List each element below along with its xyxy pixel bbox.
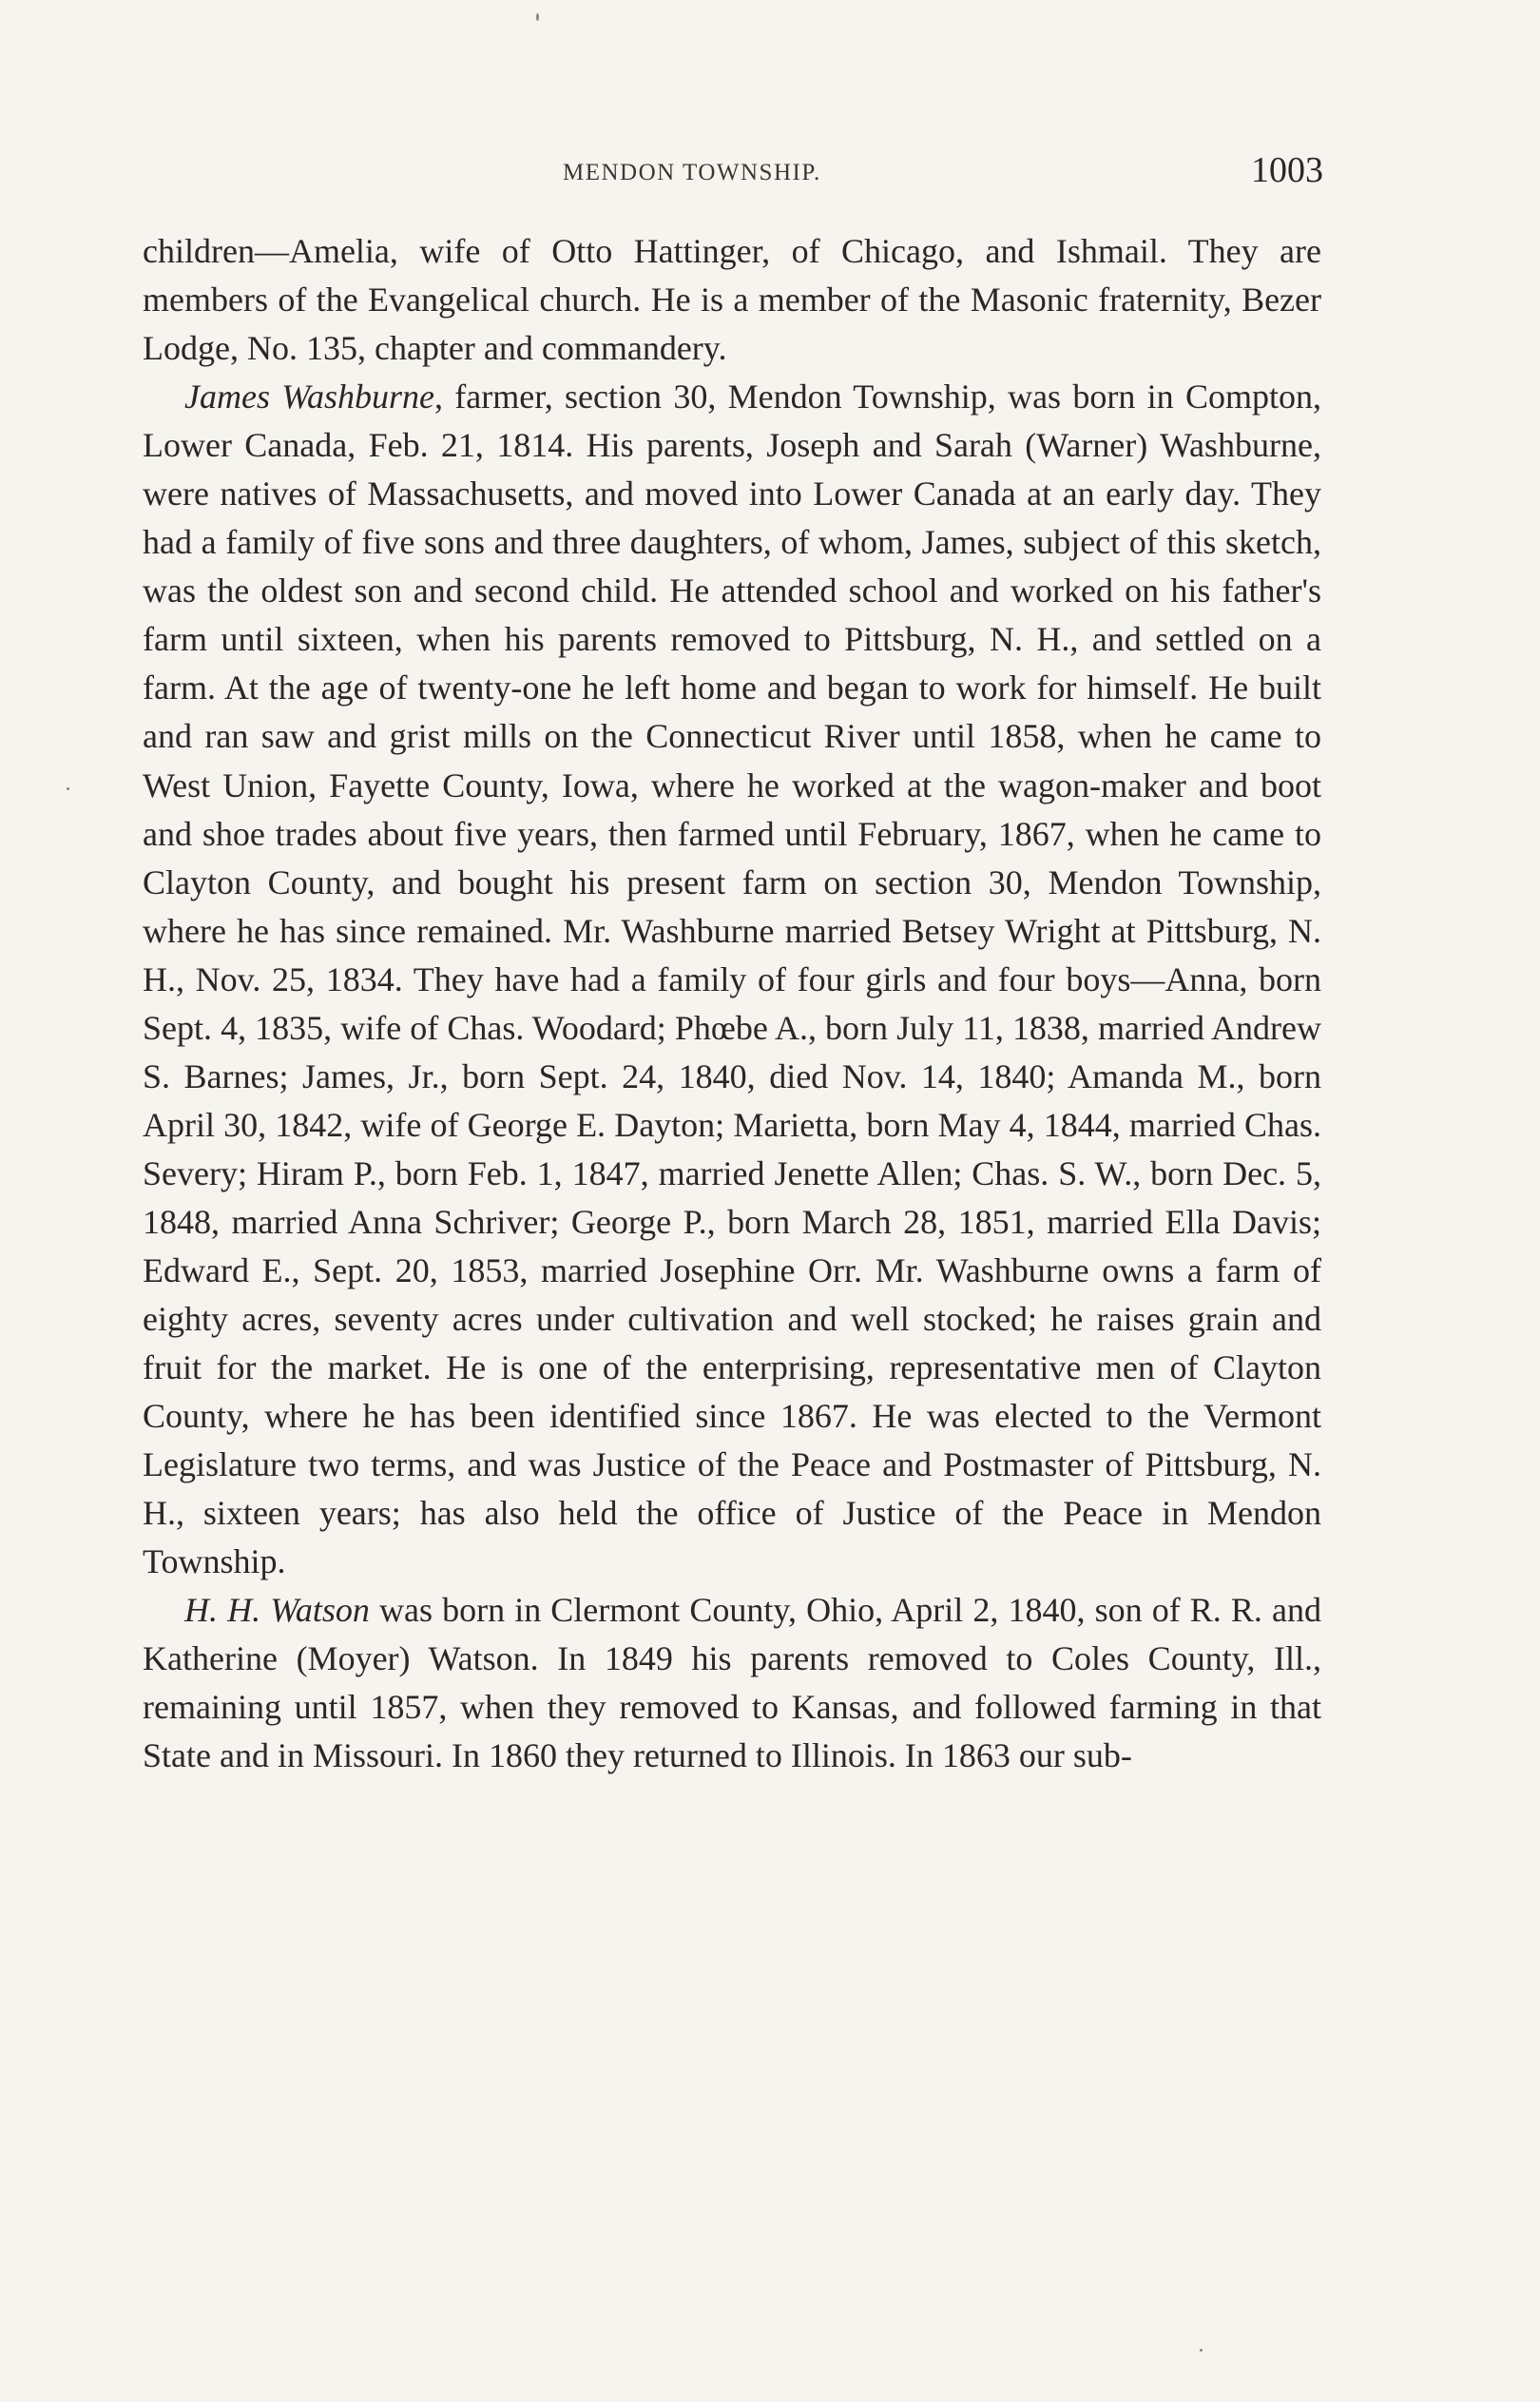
subject-name: H. H. Watson xyxy=(184,1591,370,1630)
paragraph-text: was born in Clermont County, Ohio, April 2, 1840, son of R. R. and Katherine (Moyer) Watson. In 1849 his parents removed to Coles County, Ill., remaining until 1857, when they removed to Kansas, and followed farming in that State and in Missouri. In 1860 they returned to Illinois. In 1863 our sub- xyxy=(143,1591,1321,1775)
scan-speck xyxy=(536,13,539,21)
paragraph-h-h-watson xyxy=(143,1586,1321,1780)
running-head: MENDON TOWNSHIP. xyxy=(563,160,821,185)
subject-name: James Washburne xyxy=(184,378,434,416)
page-number: 1003 xyxy=(1251,150,1323,190)
paragraph-continuation xyxy=(143,227,1321,373)
scan-speck xyxy=(1200,2349,1203,2352)
paragraph-james-washburne xyxy=(143,373,1321,1586)
body-text xyxy=(143,227,1321,1781)
paragraph-text: , farmer, section 30, Mendon Township, was born in Compton, Lower Canada, Feb. 21, 1814. His parents, Joseph and Sarah (Warner) Washburne, were natives of Massachusetts, and moved into Lower Canada at an early day. They had a family of five sons and three daughters, of whom, James, subject of this sketch, was the oldest son and second child. He attended school and worked on his father's farm until sixteen, when his parents removed to Pittsburg, N. H., and settled on a farm. At the age of twenty-one he left home and began to work for himself. He built and ran saw and grist mills on the Connecticut River until 1858, when he came to West Union, Fayette County, Iowa, where he worked at the wagon-maker and boot and shoe trades about five years, then farmed until February, 1867, when he came to Clayton County, and bought his present farm on section 30, Mendon Township, where he has since remained. Mr. Washburne married Betsey Wright at Pittsburg, N. H., Nov. 25, 1834. They have had a family of four girls and four boys—Anna, born Sept. 4, 1835, wife of Chas. Woodard; Phœbe A., born July 11, 1838, married Andrew S. Barnes; James, Jr., born Sept. 24, 1840, died Nov. 14, 1840; Amanda M., born April 30, 1842, wife of George E. Dayton; Marietta, born May 4, 1844, married Chas. Severy; Hiram P., born Feb. 1, 1847, married Jenette Allen; Chas. S. W., born Dec. 5, 1848, married Anna Schriver; George P., born March 28, 1851, married Ella Davis; Edward E., Sept. 20, 1853, married Josephine Orr. Mr. Washburne owns a farm of eighty acres, seventy acres under cultivation and well stocked; he raises grain and fruit for the market. He is one of the enterprising, representative men of Clayton County, where he has been identified since 1867. He was elected to the Vermont Legislature two terms, and was Justice of the Peace and Postmaster of Pittsburg, N. H., sixteen years; has also held the office of Justice of the Peace in Mendon Township. xyxy=(143,378,1321,1581)
paragraph-text: children—Amelia, wife of Otto Hattinger, of Chicago, and Ishmail. They are members of the Evangelical church. He is a member of the Masonic fraternity, Bezer Lodge, No. 135, chapter and commandery. xyxy=(143,232,1321,368)
scan-speck xyxy=(67,787,69,790)
